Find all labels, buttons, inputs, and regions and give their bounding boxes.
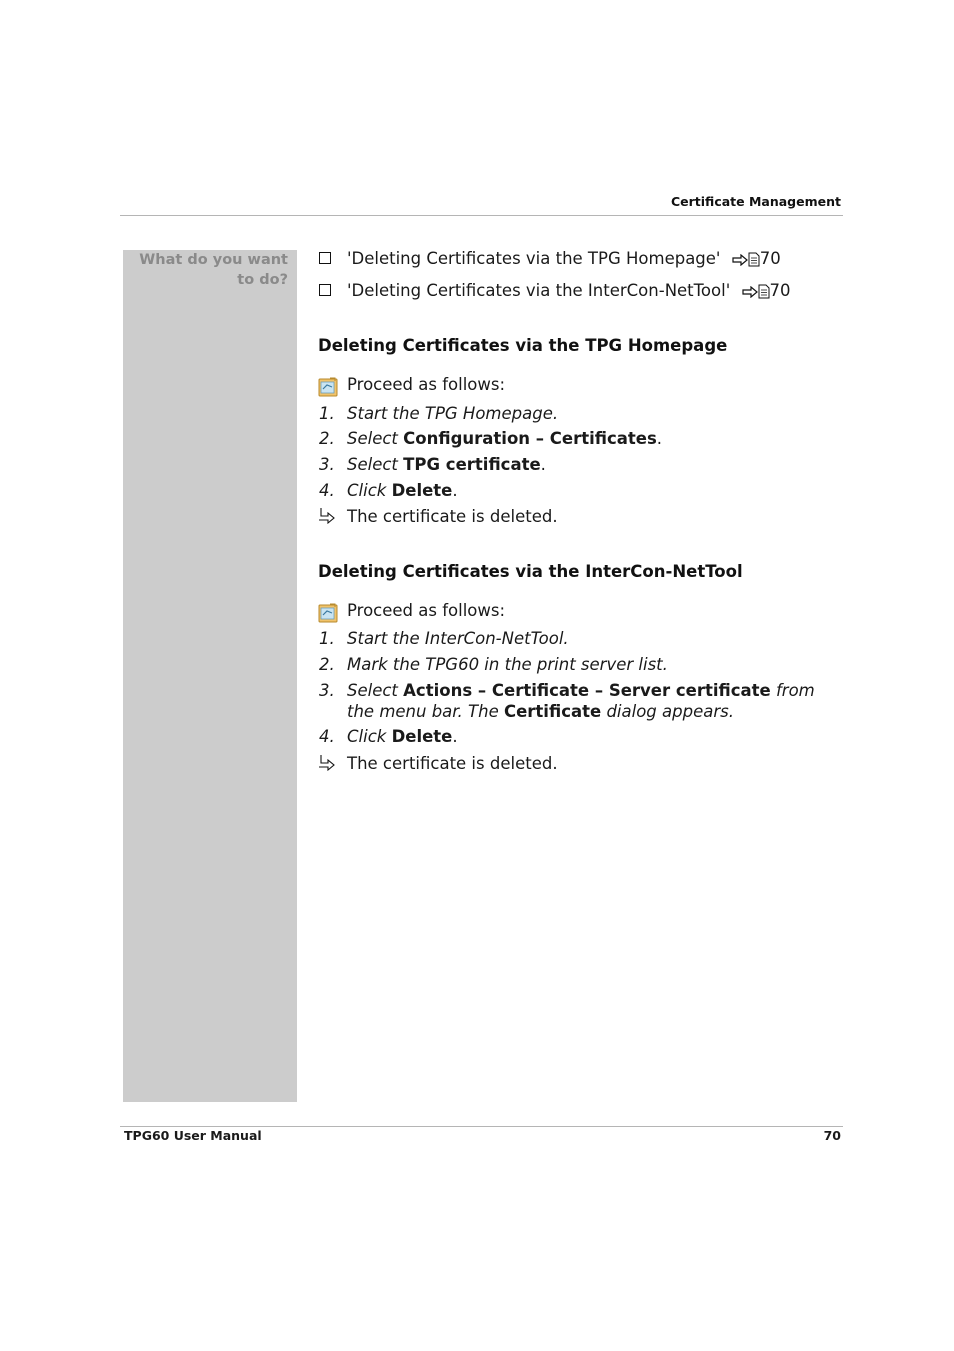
result-arrow-icon xyxy=(318,507,336,525)
button-name: Delete xyxy=(391,481,453,500)
section-title-nettool: Deleting Certificates via the InterCon-NetTool xyxy=(318,562,743,581)
header-divider xyxy=(120,215,843,216)
footer-divider xyxy=(120,1126,843,1127)
procedure-icon xyxy=(318,377,338,397)
arrow-right-icon xyxy=(742,286,758,298)
sidebar-heading: What do you want to do? xyxy=(139,252,288,288)
ref-label: 'Deleting Certificates via the InterCon-NetTool' xyxy=(347,281,731,300)
menu-path: Actions – Certificate – Server certificate xyxy=(403,681,771,700)
page-icon xyxy=(748,252,760,267)
section-title-homepage: Deleting Certificates via the TPG Homepage xyxy=(318,336,728,355)
menu-path: Configuration – Certificates xyxy=(403,429,657,448)
page-number-link[interactable]: 70 xyxy=(769,281,791,300)
page-number: 70 xyxy=(823,1128,841,1143)
page-icon xyxy=(758,284,770,299)
ui-element-name: TPG certificate xyxy=(403,455,541,474)
page-number-link[interactable]: 70 xyxy=(759,249,781,268)
checkbox-icon xyxy=(319,284,331,296)
dialog-name: Certificate xyxy=(503,702,602,721)
footer-manual-title: TPG60 User Manual xyxy=(124,1128,262,1143)
procedure-icon xyxy=(318,603,338,623)
checkbox-icon xyxy=(319,252,331,264)
sidebar xyxy=(123,250,297,1102)
arrow-right-icon xyxy=(732,254,748,266)
ref-label: 'Deleting Certificates via the TPG Homepage' xyxy=(347,249,721,268)
running-header: Certificate Management xyxy=(670,194,841,209)
button-name: Delete xyxy=(391,727,453,746)
result-arrow-icon xyxy=(318,754,336,772)
